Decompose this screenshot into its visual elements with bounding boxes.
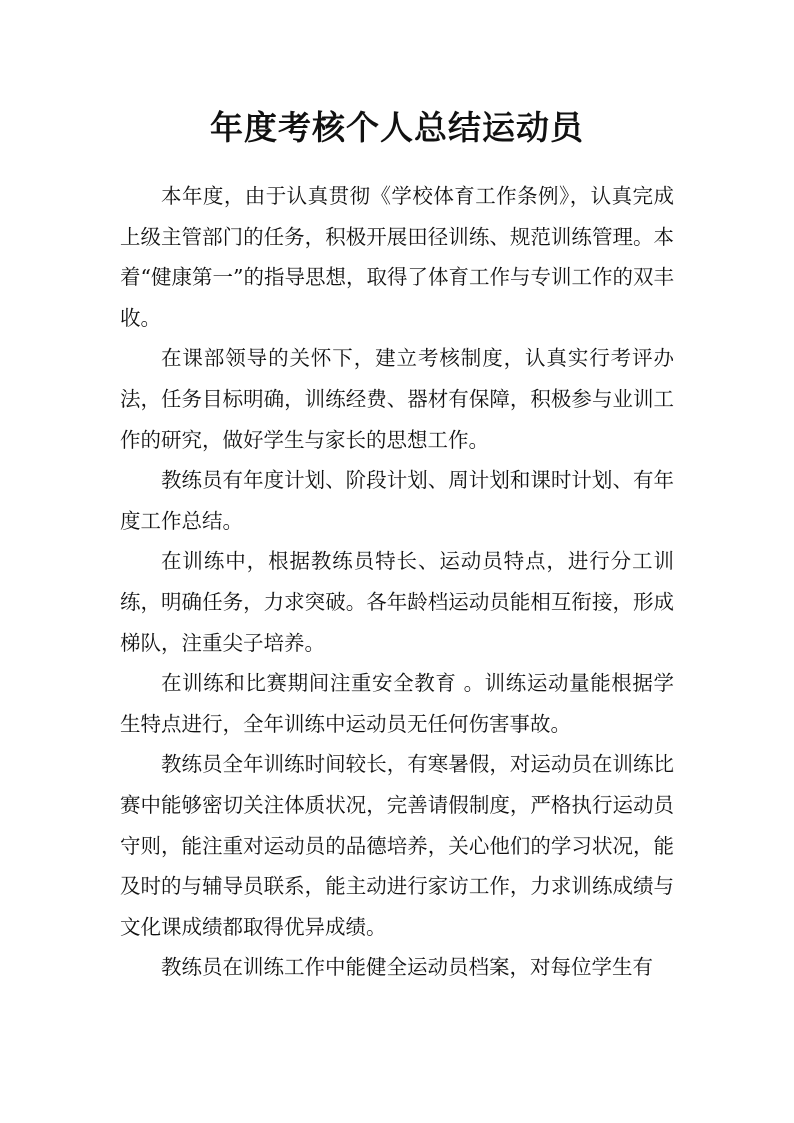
paragraph-1: 本年度，由于认真贯彻《学校体育工作条例》，认真完成上级主管部门的任务，积极开展田径训练、规范训练管理。本着“健康第一”的指导思想，取得了体育工作与专训工作的双丰收。 bbox=[120, 184, 674, 330]
paragraph-3: 教练员有年度计划、阶段计划、周计划和课时计划、有年度工作总结。 bbox=[120, 468, 674, 533]
paragraph-6: 教练员全年训练时间较长，有寒暑假，对运动员在训练比赛中能够密切关注体质状况，完善请假制度，严格执行运动员守则，能注重对运动员的品德培养，关心他们的学习状况，能及时的与辅导员联系，能主动进行家访工作，力求训练成绩与文化课成绩都取得优异成绩。 bbox=[120, 752, 674, 939]
paragraph-7: 教练员在训练工作中能健全运动员档案，对每位学生有 bbox=[161, 955, 653, 980]
paragraph-2: 在课部领导的关怀下，建立考核制度，认真实行考评办法，任务目标明确，训练经费、器材有保障，积极参与业训工作的研究，做好学生与家长的思想工作。 bbox=[120, 346, 674, 452]
document-title: 年度考核个人总结运动员 bbox=[210, 108, 584, 147]
paragraph-4: 在训练中，根据教练员特长、运动员特点，进行分工训练，明确任务，力求突破。各年龄档运动员能相互衔接，形成梯队，注重尖子培养。 bbox=[120, 549, 674, 655]
paragraph-5: 在训练和比赛期间注重安全教育 。训练运动量能根据学生特点进行，全年训练中运动员无任何伤害事故。 bbox=[120, 671, 674, 736]
document-body bbox=[120, 176, 674, 988]
